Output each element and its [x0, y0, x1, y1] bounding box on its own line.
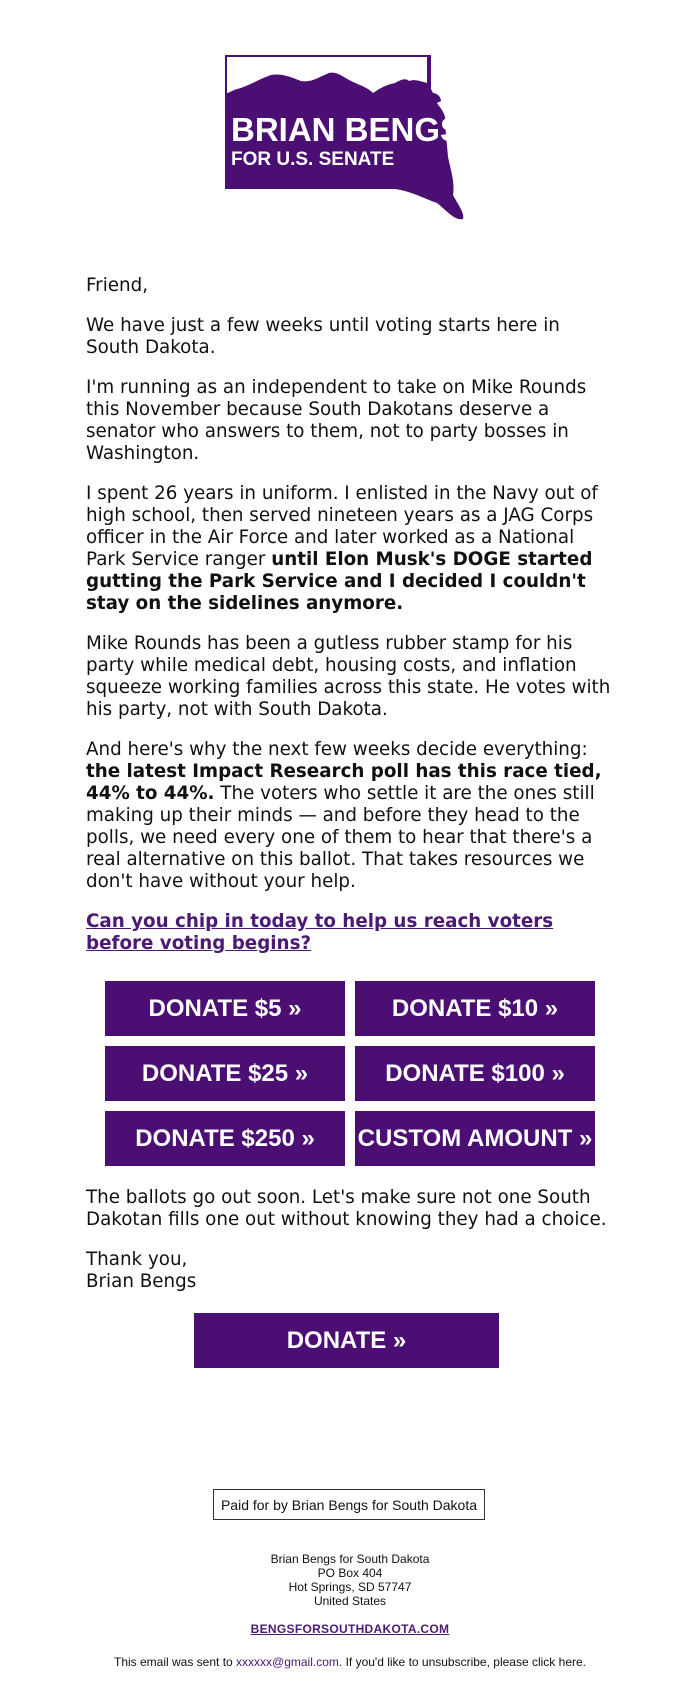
custom-amount-button[interactable]: CUSTOM AMOUNT »: [355, 1111, 595, 1166]
mailing-address: [0, 1552, 700, 1608]
address-line: Brian Bengs for South Dakota: [270, 1552, 430, 1566]
signature: [86, 1249, 616, 1293]
greeting: Friend,: [86, 275, 149, 296]
unsub-suffix[interactable]: . If you'd like to unsubscribe, please click here.: [338, 1655, 586, 1669]
address-line: PO Box 404: [317, 1566, 383, 1580]
recipient-email-link[interactable]: xxxxxx@gmail.com: [236, 1655, 339, 1669]
address-line: Hot Springs, SD 57747: [288, 1580, 412, 1594]
donate-100-button[interactable]: DONATE $100 »: [355, 1046, 595, 1101]
email-body: [86, 275, 616, 973]
address-line: United States: [313, 1594, 387, 1608]
signer-name: Brian Bengs: [86, 1271, 197, 1292]
donate-250-button[interactable]: DONATE $250 »: [105, 1111, 345, 1166]
poll-rest: The voters who settle it are the ones still making up their minds — and before they head to the polls, we need every one of them to hear that there's a real alternative on this ballot. That takes resources we don't have without your help.: [86, 783, 595, 892]
donate-10-button[interactable]: DONATE $10 »: [355, 981, 595, 1036]
unsub-prefix: This email was sent to: [113, 1655, 237, 1669]
signoff: Thank you,: [86, 1249, 188, 1270]
paragraph-rounds: Mike Rounds has been a gutless rubber stamp for his party while medical debt, housing costs, and inflation squeeze working families across this state. He votes with his party, not with South Dakota.: [86, 633, 611, 720]
paragraph-poll: [86, 739, 616, 893]
paid-for-disclaimer: Paid for by Brian Bengs for South Dakota: [213, 1489, 485, 1520]
email-closing: [86, 1187, 616, 1311]
chip-in-link[interactable]: Can you chip in today to help us reach voters before voting begins?: [86, 911, 554, 954]
donate-button[interactable]: DONATE »: [194, 1313, 499, 1368]
poll-intro: And here's why the next few weeks decide everything:: [86, 739, 588, 760]
campaign-logo: [219, 53, 482, 223]
paragraph-voting-soon: We have just a few weeks until voting starts here in South Dakota.: [86, 315, 560, 358]
website-link[interactable]: BENGSFORSOUTHDAKOTA.COM: [250, 1622, 450, 1636]
south-dakota-logo-graphic: [219, 53, 482, 223]
logo-title: BRIAN BENGS: [231, 111, 463, 148]
paragraph-service: [86, 483, 616, 615]
unsubscribe-notice: [0, 1655, 700, 1669]
service-bold-text: until Elon Musk's DOGE started gutting the Park Service and I decided I couldn't stay on the sidelines anymore.: [86, 549, 593, 614]
poll-bold-text: the latest Impact Research poll has this race tied, 44% to 44%.: [86, 761, 602, 804]
donate-25-button[interactable]: DONATE $25 »: [105, 1046, 345, 1101]
service-text: I spent 26 years in uniform. I enlisted in the Navy out of high school, then served nineteen years as a JAG Corps officer in the Air Force and later worked as a National Park Service ranger: [86, 483, 598, 570]
logo-subtitle: FOR U.S. SENATE: [231, 149, 395, 170]
paragraph-ballots: The ballots go out soon. Let's make sure not one South Dakotan fills one out without knowing they had a choice.: [86, 1187, 607, 1230]
donate-5-button[interactable]: DONATE $5 »: [105, 981, 345, 1036]
paragraph-independent: I'm running as an independent to take on Mike Rounds this November because South Dakotans deserve a senator who answers to them, not to party bosses in Washington.: [86, 377, 587, 464]
